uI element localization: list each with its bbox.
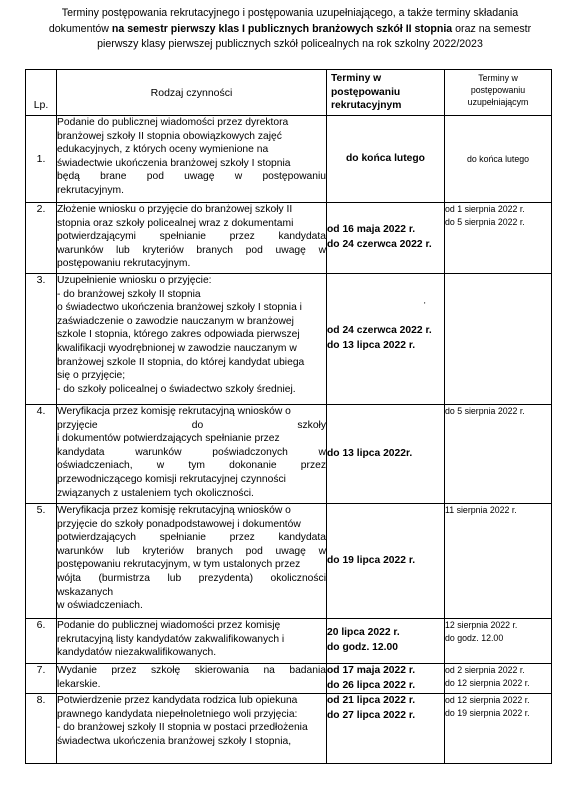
header-term-main-line: rekrutacyjnym [331, 100, 402, 112]
activity-line: kandydatów niezakwalifikowanych. [57, 647, 217, 659]
term-main-line: do 26 lipca 2022 r. [327, 679, 416, 691]
activity-line: świadectwie ukończenia branżowej szkoły I stopnia [57, 157, 291, 169]
term-supp-line: od 2 sierpnia 2022 r. [445, 665, 525, 675]
activity-cell [57, 694, 327, 764]
header-term-supp-line: uzupełniającym [467, 97, 529, 107]
activity-line: potwierdzających spełnianie przez kandydata [57, 532, 326, 544]
row-number: 8. [26, 694, 57, 764]
table-row [26, 274, 552, 405]
row-number: 6. [26, 619, 57, 664]
table-row [26, 203, 552, 274]
activity-line: - do branżowej szkoły II stopnia [57, 288, 201, 300]
row-number: 4. [26, 405, 57, 504]
stray-mark: ' [424, 301, 426, 310]
term-supp-line: do 19 sierpnia 2022 r. [445, 708, 530, 719]
term-supp-line: do 5 sierpnia 2022 r. [445, 217, 525, 227]
term-main-line: od 24 czerwca 2022 r. [327, 325, 432, 337]
activity-cell [57, 504, 327, 619]
term-supp-line: od 1 sierpnia 2022 r. [445, 204, 525, 214]
activity-line: - do branżowej szkoły II stopnia w postaci przedłożenia [57, 722, 308, 734]
activity-cell [57, 405, 327, 504]
term-main-cell [327, 504, 445, 619]
activity-line: przyjęcie do szkoły [57, 419, 326, 431]
activity-line: rekrutacyjną listy kandydatów zakwalifikowanych i [57, 633, 285, 645]
term-supp-line: 12 sierpnia 2022 r. [445, 620, 518, 630]
term-supp-cell [445, 504, 552, 619]
document-title [14, 6, 566, 53]
title-line-2-pre: dokumentów [48, 22, 112, 35]
header-term-supp-line: Terminy w [478, 73, 518, 83]
activity-line: warunków lub kryteriów branych pod uwagę w [57, 545, 326, 557]
term-main-line: od 17 maja 2022 r. [327, 665, 416, 676]
activity-line: - do szkoły policealnej o świadectwo szkoły średniej. [57, 383, 296, 395]
activity-line: się o przyjęcie; [57, 370, 126, 382]
activity-line: przewodniczącego komisji rekrutacyjnej czynności [57, 473, 286, 485]
term-main-cell [327, 274, 445, 405]
activity-line: warunków lub kryteriów branych pod uwagę w [57, 244, 326, 256]
term-main-line: do 19 lipca 2022 r. [327, 554, 416, 566]
activity-line: o świadectwo ukończenia branżowej szkoły I stopnia i [57, 302, 302, 314]
activity-line: stopnia oraz szkoły policealnej wraz z dokumentami [57, 217, 294, 229]
activity-line: i dokumentów potwierdzających spełnianie przez [57, 433, 280, 445]
term-main-line: do godz. 12.00 [327, 642, 398, 653]
term-main-line: do 13 lipca 2022r. [327, 447, 413, 459]
activity-line: potwierdzającymi spełnianie przez kandydata [57, 231, 326, 243]
activity-line: Podanie do publicznej wiadomości przez komisję [57, 620, 281, 631]
activity-line: prawnego kandydata niepełnoletniego woli przyjęcia: [57, 708, 298, 720]
table-row [26, 664, 552, 694]
activity-line: edukacyjnych, z których oceny wymienione na [57, 144, 269, 156]
title-line-1: Terminy postępowania rekrutacyjnego i postępowania uzupełniającego, a także terminy składania [61, 7, 519, 19]
row-number: 5. [26, 504, 57, 619]
term-supp-cell [445, 274, 552, 405]
activity-line: lekarskie. [57, 678, 101, 690]
activity-line: szkole I stopnia, którego zakres odpowiada pierwszej [57, 329, 300, 341]
activity-line: świadectwa ukończenia branżowej szkoły I stopnia, [57, 735, 292, 747]
term-main-cell [327, 664, 445, 694]
term-supp-cell [445, 203, 552, 274]
activity-cell [57, 664, 327, 694]
term-main-line: od 21 lipca 2022 r. [327, 695, 416, 707]
activity-cell [57, 619, 327, 664]
term-supp-cell [445, 116, 552, 203]
activity-cell [57, 116, 327, 203]
activity-line: przyjęcie do szkoły ponadpodstawowej i dokumentów [57, 518, 301, 530]
activity-line: branżowej szkole II stopnia, do której kandydat ubiega [57, 356, 305, 368]
activity-line: rekrutacyjnym. [57, 184, 124, 196]
term-main-cell [327, 203, 445, 274]
activity-line: postępowaniu rekrutacyjnym, w tym ustalonych przez [57, 559, 301, 571]
header-term-main [327, 70, 445, 116]
term-main-line: do 24 czerwca 2022 r. [327, 239, 432, 250]
schedule-table [25, 69, 552, 764]
title-line-2-post: oraz na semestr [452, 22, 532, 35]
header-activity: Rodzaj czynności [57, 70, 327, 116]
activity-line: Uzupełnienie wniosku o przyjęcie: [57, 275, 212, 286]
row-number: 3. [26, 274, 57, 405]
title-line-2 [14, 22, 566, 38]
term-supp-cell [445, 694, 552, 764]
term-supp-line: do końca lutego [466, 153, 530, 164]
term-main-cell [327, 116, 445, 203]
term-supp-line: do godz. 12.00 [445, 633, 504, 643]
header-term-supp [445, 70, 552, 116]
row-number: 7. [26, 664, 57, 694]
activity-cell [57, 203, 327, 274]
table-row [26, 619, 552, 664]
activity-line: Weryfikacja przez komisję rekrutacyjną wniosków o [57, 505, 291, 516]
activity-line: oświadczeniach, w tym dokonanie przez [57, 460, 326, 472]
activity-cell [57, 274, 327, 405]
term-main-cell [327, 405, 445, 504]
table-row [26, 116, 552, 203]
term-main-line: do 27 lipca 2022 r. [327, 709, 416, 721]
term-main-line: od 16 maja 2022 r. [327, 224, 416, 236]
title-line-2-bold: na semestr pierwszy klas I publicznych branżowych szkół II stopnia [111, 22, 453, 35]
table-row [26, 405, 552, 504]
header-lp: Lp. [26, 70, 57, 116]
term-supp-line: od 12 sierpnia 2022 r. [445, 695, 530, 706]
row-number: 2. [26, 203, 57, 274]
activity-line: związanych z ustaleniem tych okoliczności. [57, 487, 254, 499]
activity-line: Potwierdzenie przez kandydata rodzica lub opiekuna [57, 695, 298, 707]
activity-line: postępowaniu rekrutacyjnym. [57, 258, 191, 270]
header-term-main-line: Terminy w [331, 73, 382, 84]
activity-line: wskazanych [57, 586, 114, 598]
term-supp-cell [445, 664, 552, 694]
term-supp-line: do 5 sierpnia 2022 r. [445, 406, 525, 416]
activity-line: Podanie do publicznej wiadomości przez dyrektora [57, 117, 289, 128]
table-row [26, 694, 552, 764]
activity-line: Złożenie wniosku o przyjęcie do branżowej szkoły II [57, 204, 293, 215]
term-supp-cell [445, 619, 552, 664]
activity-line: branżowej szkoły II stopnia obowiązkowych zajęć [57, 130, 282, 142]
row-number: 1. [26, 116, 57, 203]
activity-line: zaświadczenie o zawodzie nauczanym w branżowej [57, 315, 294, 327]
term-supp-line: 11 sierpnia 2022 r. [445, 505, 517, 515]
header-term-main-line: postępowaniu [331, 86, 401, 98]
term-main-line: do 13 lipca 2022 r. [327, 340, 416, 351]
header-row [26, 70, 552, 116]
term-main-line: 20 lipca 2022 r. [327, 627, 400, 639]
activity-line: kandydata warunków poświadczonych w [57, 446, 326, 458]
table-row [26, 504, 552, 619]
activity-line: wójta (burmistrza lub prezydenta) okoliczności [57, 572, 326, 584]
activity-line: będą brane pod uwagę w postępowaniu [57, 171, 326, 183]
term-main-cell [327, 694, 445, 764]
activity-line: Weryfikacja przez komisję rekrutacyjną wniosków o [57, 406, 291, 417]
header-term-supp-line: postępowaniu [470, 85, 526, 95]
activity-line: kwalifikacji wyodrębnionej w zawodzie nauczanym w [57, 342, 297, 354]
term-main-line: do końca lutego [346, 152, 425, 164]
title-line-3: pierwszy klasy pierwszej publicznych szkół policealnych na rok szkolny 2022/2023 [97, 38, 483, 50]
term-supp-cell [445, 405, 552, 504]
term-main-cell [327, 619, 445, 664]
activity-line: w oświadczeniach. [57, 600, 143, 612]
activity-line: Wydanie przez szkołę skierowania na badania [57, 665, 326, 676]
term-supp-line: do 12 sierpnia 2022 r. [445, 678, 530, 688]
